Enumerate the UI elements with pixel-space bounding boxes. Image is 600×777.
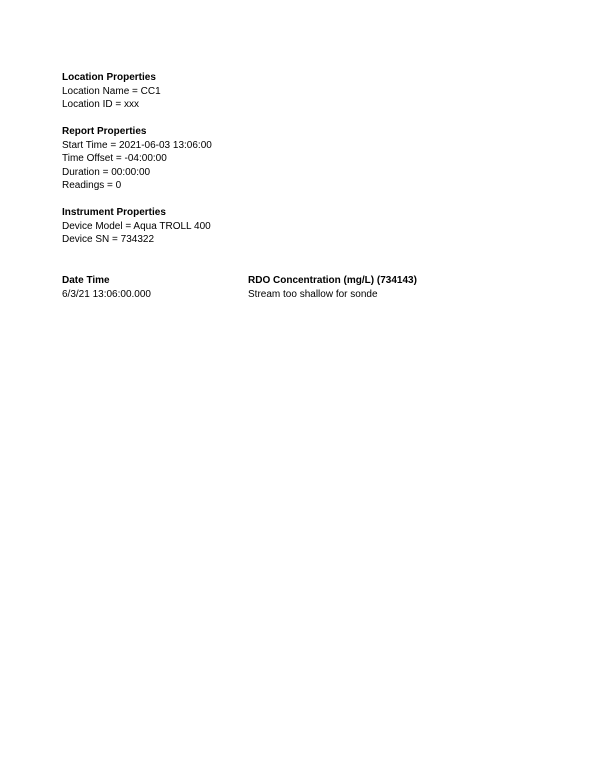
- column-header-date-time: Date Time: [62, 275, 110, 286]
- time-offset: Time Offset = -04:00:00: [62, 153, 167, 164]
- readings: Readings = 0: [62, 180, 122, 191]
- cell-date-time: 6/3/21 13:06:00.000: [62, 288, 151, 300]
- column-header-rdo-concentration: RDO Concentration (mg/L) (734143): [248, 275, 417, 286]
- location-id: Location ID = xxx: [62, 99, 139, 110]
- cell-rdo-concentration: Stream too shallow for sonde: [248, 288, 378, 300]
- location-properties-section: [62, 71, 161, 112]
- location-name: Location Name = CC1: [62, 85, 161, 97]
- table-header-row: [62, 274, 542, 288]
- readings-table: [62, 274, 542, 301]
- duration: Duration = 00:00:00: [62, 166, 151, 178]
- start-time: Start Time = 2021-06-03 13:06:00: [62, 139, 212, 151]
- device-sn: Device SN = 734322: [62, 234, 155, 245]
- table-row: [62, 288, 542, 302]
- location-properties-heading: Location Properties: [62, 72, 156, 83]
- report-properties-section: [62, 125, 212, 193]
- report-properties-heading: Report Properties: [62, 126, 147, 137]
- instrument-properties-section: [62, 206, 211, 247]
- device-model: Device Model = Aqua TROLL 400: [62, 220, 211, 232]
- instrument-properties-heading: Instrument Properties: [62, 207, 166, 218]
